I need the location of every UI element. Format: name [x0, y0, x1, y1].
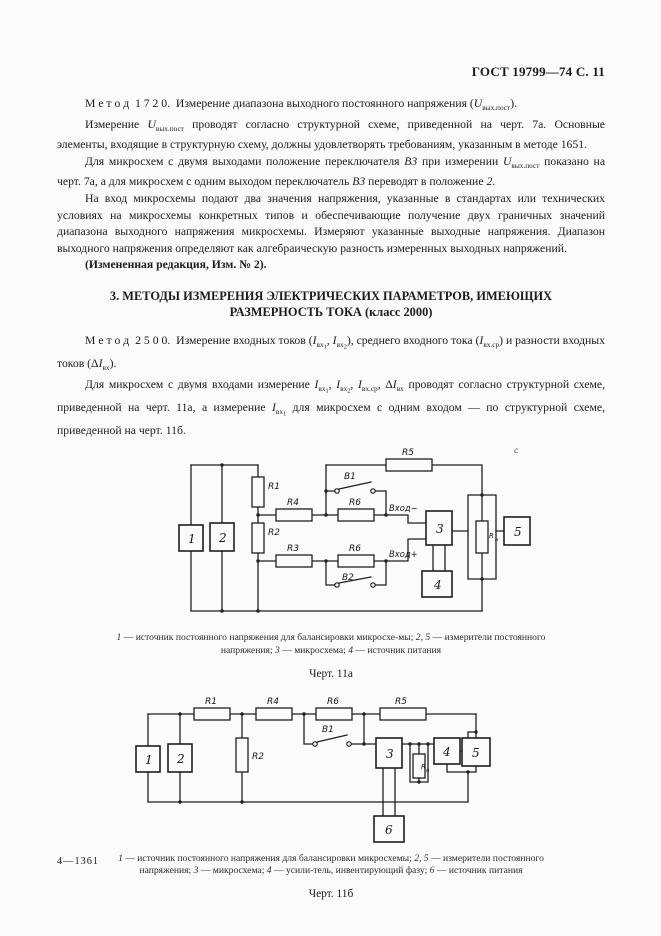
block-5-voltmeter: [504, 517, 530, 545]
block-1-voltage-source: [136, 746, 160, 772]
block-number: 1: [145, 752, 153, 767]
resistor-label: R6: [327, 696, 339, 707]
scan-artifact-mark: с: [514, 446, 519, 456]
paragraph-input-voltages: На вход микросхемы подают два значения напряжения, указанные в стандартах или технических условиях на микросхемы конкретных типов и обеспечивающие получение двух граничных значений диапазона выходного напряжения микросхемы. Измеряют указанные выходные напряжения. Диапазон выходного напряжения определяют как алгебраическую разность измеренных выходных напряжений.: [57, 191, 608, 255]
input-plus-label: Вход+: [389, 549, 418, 560]
switch-b1: [313, 725, 351, 746]
circuit-diagram-11b: [132, 692, 500, 846]
resistor-label: R5: [395, 696, 407, 707]
block-6-power-supply: [374, 816, 404, 842]
switch-label: В1: [322, 724, 334, 735]
load-resistor-label: R: [489, 532, 494, 541]
input-minus-label: Вход−: [389, 503, 418, 514]
resistor-label: R1: [268, 482, 280, 493]
block-number: 5: [472, 745, 480, 760]
block-2-voltmeter: [168, 744, 192, 772]
block-3-microcircuit: [376, 738, 402, 768]
block-number: 5: [514, 525, 522, 540]
paragraph-scheme-reference: Для микросхем с двумя входами измерение $I_{вх1}$, $I_{вх2}$, $I_{вх.ср}$, $\Delta I_{вх}$ проводят согласно структурной схеме, приведенной на черт. 11а, а измерение $I_{вх1}$ для микросхем с одним входом — по структурной схеме, приведенной на черт. 11б.: [57, 377, 608, 437]
figure-11b-title: Черт. 11б: [308, 887, 354, 900]
switch-label: В2: [342, 573, 354, 584]
resistor-r1: [252, 477, 280, 507]
document-header: ГОСТ 19799—74 С. 11: [471, 64, 605, 79]
paragraph-measurement-scheme: Измерение $U_{вых.пост}$ проводят согласно структурной схеме, приведенной на черт. 7а. Основные элементы, входящие в структурную схему, должны удовлетворять требованиям, указанным в методе 1651.: [57, 117, 608, 152]
block-number: 2: [219, 531, 227, 546]
resistor-r5: [386, 448, 432, 471]
figure-11b: [57, 692, 605, 900]
block-number: 3: [436, 522, 444, 537]
page-content: [57, 64, 608, 900]
switch-b1: [335, 472, 375, 493]
print-order-number: 4—1361: [57, 856, 100, 867]
block-5-voltmeter: [462, 738, 490, 766]
block-number: 2: [177, 751, 185, 766]
switch-label: В1: [344, 472, 356, 483]
block-4-power-supply: [422, 571, 452, 597]
circuit-diagram-11a: [176, 445, 528, 625]
section-heading: 3. МЕТОДЫ ИЗМЕРЕНИЯ ЭЛЕКТРИЧЕСКИХ ПАРАМЕТРОВ, ИМЕЮЩИХ РАЗМЕРНОСТЬ ТОКА (класс 2000): [109, 288, 553, 320]
resistor-r6-bottom: [338, 544, 374, 567]
wires: [148, 714, 476, 816]
paragraph-revision-note: (Измененная редакция, Изм. № 2).: [85, 258, 267, 272]
figure-11a-caption: 1 — источник постоянного напряжения для балансировки микросхе-мы; 2, 5 — измерители постоянного напряжения; 3 — микросхема; 4 — источник питания: [116, 632, 546, 656]
resistor-label: R2: [268, 528, 280, 539]
load-resistor-subscript: н: [495, 537, 499, 544]
block-number: 1: [188, 532, 196, 547]
block-1-voltage-source: [179, 525, 203, 551]
paragraph-method-1720: М е т о д 1 7 2 0. Измерение диапазона выходного постоянного напряжения $(U_{вых.пост})$.: [85, 97, 518, 112]
resistor-label: R2: [252, 751, 264, 762]
resistor-label: R1: [205, 696, 217, 707]
block-number: 6: [385, 822, 393, 837]
resistor-label: R6: [349, 498, 361, 509]
block-number: 3: [386, 746, 394, 761]
resistor-r2: [236, 738, 264, 772]
block-4-phase-inverter: [434, 738, 460, 764]
resistor-label: R5: [402, 448, 414, 459]
block-3-microcircuit: [426, 511, 452, 545]
resistor-r1: [194, 697, 230, 720]
resistor-label: R4: [287, 498, 299, 509]
figure-11a: [57, 445, 605, 679]
paragraph-switch-position: Для микросхем с двумя выходами положение переключателя В3 при измерении $U_{вых.пост}$ показано на черт. 7а, а для микросхем с одним выходом переключатель В3 переводят в положение 2.: [57, 154, 608, 189]
resistor-label: R4: [267, 696, 279, 707]
load-resistor-subscript: н: [426, 767, 430, 774]
resistor-r5: [380, 697, 426, 720]
resistor-r4: [276, 498, 312, 521]
paragraph-method-2500: М е т о д 2 5 0 0. Измерение входных токов ($I_{вх1}$, $I_{вх2}$), среднего входного тока $(I_{вх.ср})$ и разности входных токов $(\Delta I_{вх})$.: [57, 333, 608, 373]
figure-11b-caption: 1 — источник постоянного напряжения для балансировки микросхемы; 2, 5 — измерители постоянного напряжения; 3 — микросхема; 4 — усили-тель, инвентирующий фазу; 6 — источник питания: [118, 852, 544, 877]
resistor-r6: [316, 697, 352, 720]
switch-b2: [335, 573, 375, 587]
resistor-r4: [256, 697, 292, 720]
resistor-label: R6: [349, 544, 361, 555]
block-number: 4: [443, 744, 451, 759]
resistor-r3: [276, 544, 312, 567]
load-resistor-label: R: [421, 762, 426, 771]
resistor-r2: [252, 523, 280, 553]
resistor-r6-top: [338, 498, 374, 521]
figure-11a-title: Черт. 11а: [309, 667, 353, 680]
block-number: 4: [434, 578, 442, 593]
block-2-voltmeter: [210, 523, 234, 551]
resistor-label: R3: [287, 544, 299, 555]
